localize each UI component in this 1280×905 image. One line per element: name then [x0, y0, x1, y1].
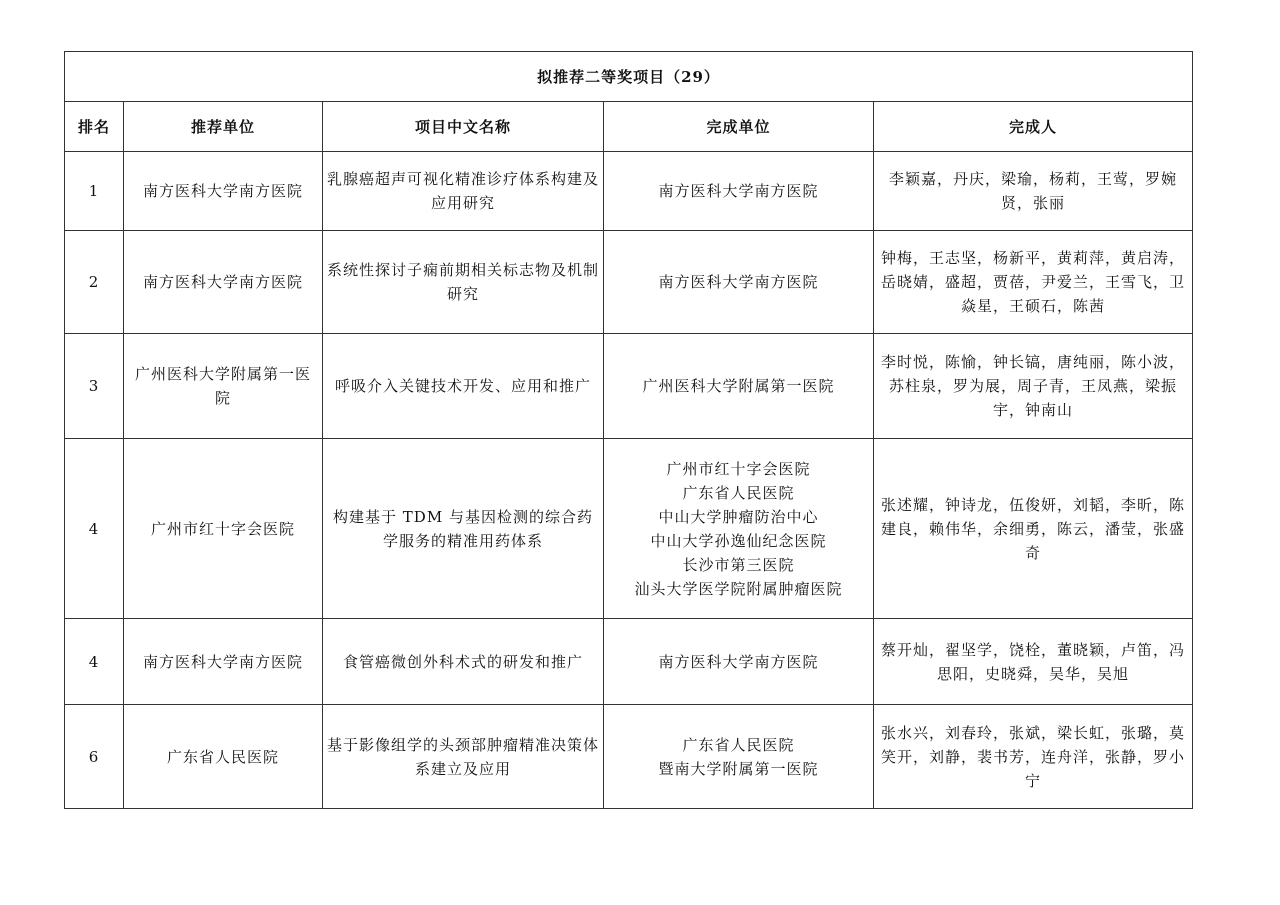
- completing-unit: 中山大学肿瘤防治中心: [658, 507, 819, 526]
- cell-rank: 4: [65, 439, 124, 619]
- table-row: [65, 152, 1193, 231]
- cell-recommender: 广州市红十字会医院: [124, 439, 323, 619]
- cell-recommender: 广东省人民医院: [124, 705, 323, 809]
- cell-rank: 2: [65, 231, 124, 334]
- cell-project-name: 构建基于 TDM 与基因检测的综合药学服务的精准用药体系: [323, 439, 604, 619]
- cell-recommender: 南方医科大学南方医院: [124, 231, 323, 334]
- completing-unit: 广州市红十字会医院: [666, 459, 811, 478]
- completing-unit: 广州医科大学附属第一医院: [642, 377, 835, 395]
- cell-completing-units: [604, 705, 874, 809]
- completing-unit: 广东省人民医院: [682, 735, 795, 754]
- cell-rank: 6: [65, 705, 124, 809]
- cell-completing-units: [604, 152, 874, 231]
- header-recommender: 推荐单位: [124, 102, 323, 152]
- table-row: [65, 334, 1193, 439]
- cell-completers: 李颖嘉，丹庆，梁瑜，杨莉，王莺，罗婉贤，张丽: [874, 152, 1193, 231]
- cell-completers: 钟梅，王志坚，杨新平，黄莉萍，黄启涛，岳晓婧，盛超，贾蓓，尹爱兰，王雪飞，卫焱星，王硕石，陈茜: [874, 231, 1193, 334]
- header-completing-units: 完成单位: [604, 102, 874, 152]
- cell-completing-units: [604, 619, 874, 705]
- cell-recommender: 广州医科大学附属第一医院: [124, 334, 323, 439]
- cell-rank: 3: [65, 334, 124, 439]
- completing-unit: 南方医科大学南方医院: [658, 273, 819, 291]
- cell-recommender: 南方医科大学南方医院: [124, 619, 323, 705]
- cell-project-name: 系统性探讨子痫前期相关标志物及机制研究: [323, 231, 604, 334]
- cell-project-name: 基于影像组学的头颈部肿瘤精准决策体系建立及应用: [323, 705, 604, 809]
- cell-completers: 张述耀，钟诗龙，伍俊妍，刘韬，李昕，陈建良，赖伟华，余细勇，陈云，潘莹，张盛奇: [874, 439, 1193, 619]
- completing-unit: 广东省人民医院: [682, 483, 795, 502]
- completing-unit: 长沙市第三医院: [682, 555, 795, 574]
- cell-completing-units: [604, 334, 874, 439]
- completing-unit: 中山大学孙逸仙纪念医院: [650, 531, 827, 550]
- cell-completers: 蔡开灿，翟坚学，饶栓，董晓颖，卢笛，冯思阳，史晓舜，吴华，吴旭: [874, 619, 1193, 705]
- cell-project-name: 乳腺癌超声可视化精准诊疗体系构建及应用研究: [323, 152, 604, 231]
- table-row: [65, 439, 1193, 619]
- cell-completing-units: [604, 439, 874, 619]
- completing-unit: 汕头大学医学院附属肿瘤医院: [634, 579, 843, 598]
- table-header-row: [65, 102, 1193, 152]
- completing-unit: 南方医科大学南方医院: [658, 652, 819, 671]
- table-title: 拟推荐二等奖项目（29）: [65, 52, 1193, 102]
- header-completers: 完成人: [874, 102, 1193, 152]
- header-project-name: 项目中文名称: [323, 102, 604, 152]
- cell-rank: 4: [65, 619, 124, 705]
- table-row: [65, 619, 1193, 705]
- cell-rank: 1: [65, 152, 124, 231]
- cell-completing-units: [604, 231, 874, 334]
- header-rank: 排名: [65, 102, 124, 152]
- table-row: [65, 705, 1193, 809]
- cell-project-name: 食管癌微创外科术式的研发和推广: [323, 619, 604, 705]
- cell-completers: 张水兴，刘春玲，张斌，梁长虹，张璐，莫笑开，刘静，裴书芳，连舟洋，张静，罗小宁: [874, 705, 1193, 809]
- table-row: [65, 231, 1193, 334]
- table-title-row: [65, 52, 1193, 102]
- completing-unit: 暨南大学附属第一医院: [658, 759, 819, 778]
- cell-completers: 李时悦，陈愉，钟长镐，唐纯丽，陈小波，苏柱泉，罗为展，周子青，王凤燕，梁振宇，钟南山: [874, 334, 1193, 439]
- completing-unit: 南方医科大学南方医院: [658, 182, 819, 200]
- award-table: [64, 51, 1193, 809]
- cell-project-name: 呼吸介入关键技术开发、应用和推广: [323, 334, 604, 439]
- cell-recommender: 南方医科大学南方医院: [124, 152, 323, 231]
